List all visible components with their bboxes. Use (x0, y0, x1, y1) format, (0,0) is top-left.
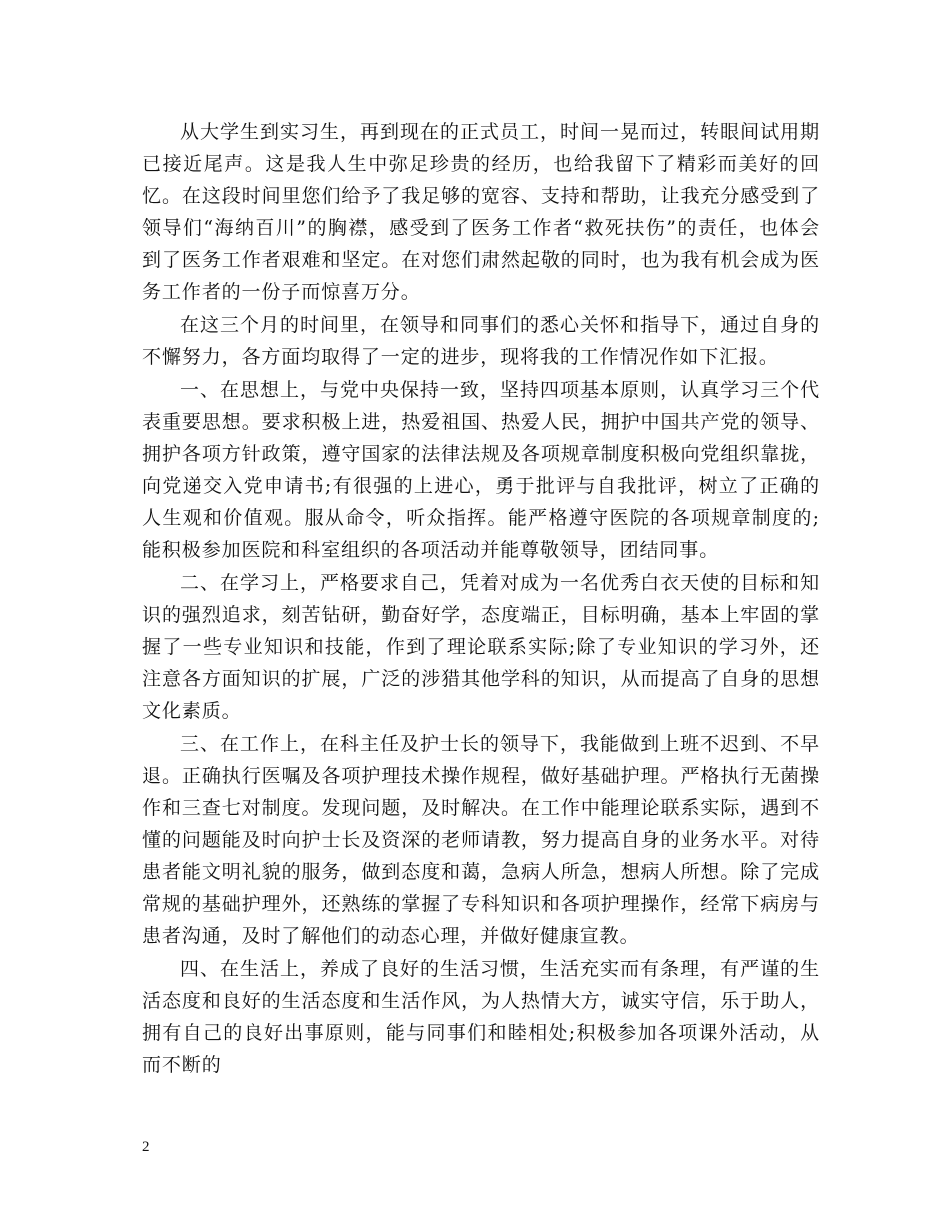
paragraph-life: 四、在生活上，养成了良好的生活习惯，生活充实而有条理，有严谨的生活态度和良好的生活态度和生活作风，为人热情大方，诚实守信，乐于助人，拥有自己的良好出事原则，能与同事们和睦相处;积极参加各项课外活动，从而不断的 (142, 958, 820, 1076)
paragraph-ideology: 一、在思想上，与党中央保持一致，坚持四项基本原则，认真学习三个代表重要思想。要求积极上进，热爱祖国、热爱人民，拥护中国共产党的领导、拥护各项方针政策，遵守国家的法律法规及各项规章制度积极向党组织靠拢，向党递交入党申请书;有很强的上进心，勇于批评与自我批评，树立了正确的人生观和价值观。服从命令，听众指挥。能严格遵守医院的各项规章制度的;能积极参加医院和科室组织的各项活动并能尊敬领导，团结同事。 (142, 379, 820, 561)
paragraph-summary: 在这三个月的时间里，在领导和同事们的悉心关怀和指导下，通过自身的不懈努力，各方面均取得了一定的进步，现将我的工作情况作如下汇报。 (142, 314, 820, 368)
page-number: 2 (142, 1139, 150, 1155)
document-body (142, 116, 820, 1082)
paragraph-work: 三、在工作上，在科主任及护士长的领导下，我能做到上班不迟到、不早退。正确执行医嘱及各项护理技术操作规程，做好基础护理。严格执行无菌操作和三查七对制度。发现问题，及时解决。在工作中能理论联系实际，遇到不懂的问题能及时向护士长及资深的老师请教，努力提高自身的业务水平。对待患者能文明礼貌的服务，做到态度和蔼，急病人所急，想病人所想。除了完成常规的基础护理外，还熟练的掌握了专科知识和各项护理操作，经常下病房与患者沟通，及时了解他们的动态心理，并做好健康宣教。 (142, 733, 820, 947)
paragraph-intro: 从大学生到实习生，再到现在的正式员工，时间一晃而过，转眼间试用期已接近尾声。这是我人生中弥足珍贵的经历，也给我留下了精彩而美好的回忆。在这段时间里您们给予了我足够的宽容、支持和帮助，让我充分感受到了领导们“海纳百川”的胸襟，感受到了医务工作者“救死扶伤”的责任，也体会到了医务工作者艰难和坚定。在对您们肃然起敬的同时，也为我有机会成为医务工作者的一份子而惊喜万分。 (142, 121, 820, 303)
paragraph-study: 二、在学习上，严格要求自己，凭着对成为一名优秀白衣天使的目标和知识的强烈追求，刻苦钻研，勤奋好学，态度端正，目标明确，基本上牢固的掌握了一些专业知识和技能，作到了理论联系实际;除了专业知识的学习外，还注意各方面知识的扩展，广泛的涉猎其他学科的知识，从而提高了自身的思想文化素质。 (142, 572, 820, 722)
